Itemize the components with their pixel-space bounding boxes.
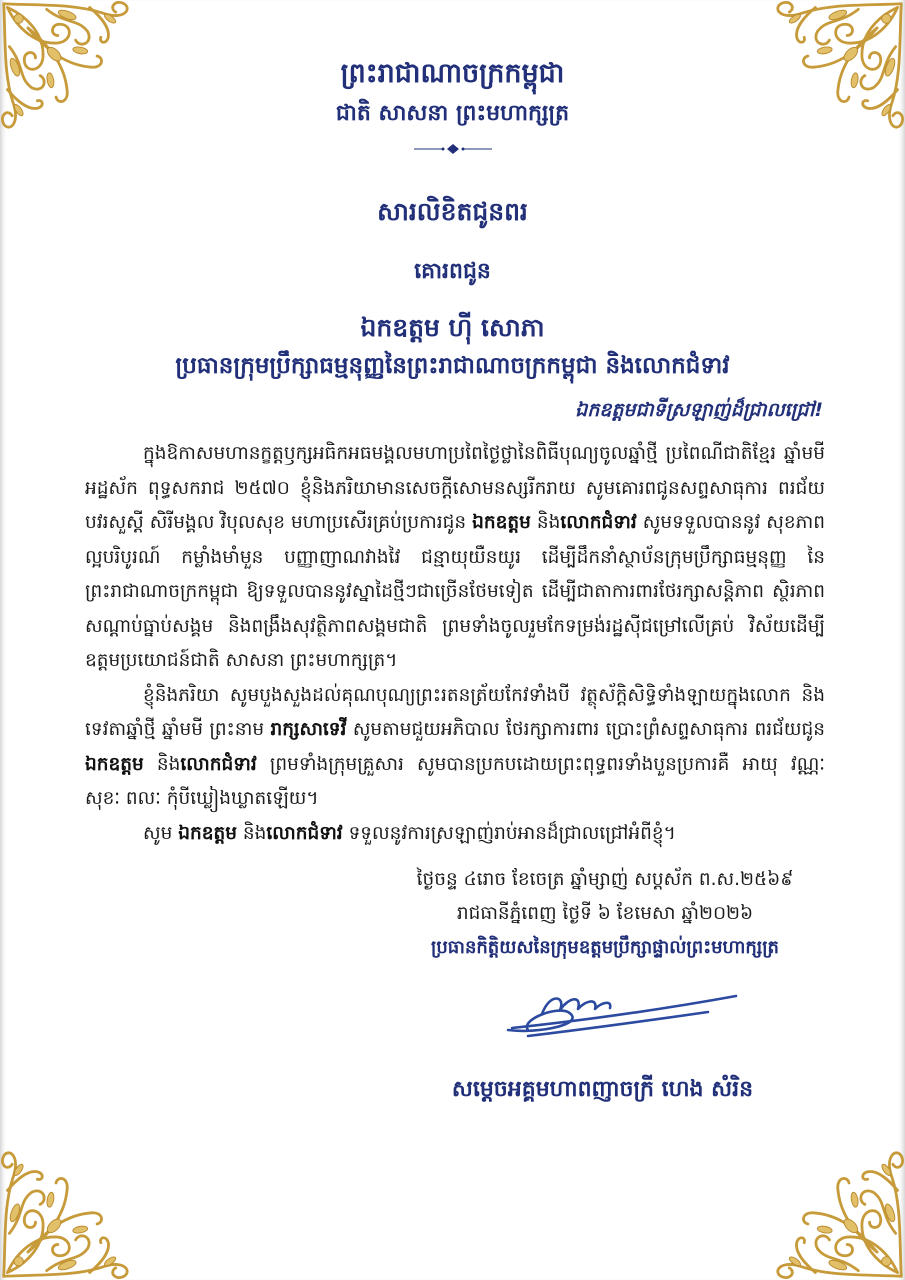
national-motto: ជាតិ សាសនា ព្រះមហាក្សត្រ xyxy=(335,101,570,126)
signer-name: សម្តេចអគ្គមហាពញាចក្រី ហេង សំរិន xyxy=(451,1077,754,1102)
emphasis-name: ឯកឧត្តម xyxy=(472,512,531,533)
date-lunar: ថ្ងៃចន្ទ ៤រោច ខែចេត្រ ឆ្នាំម្សាញ់ សប្តស័ក ព.ស.២៥៦៩ xyxy=(416,869,794,890)
paragraph-text: និង xyxy=(143,753,181,775)
paragraph-3 xyxy=(85,817,825,852)
emphasis-name: លោកជំទាវ xyxy=(560,512,637,533)
paragraph-text: និង xyxy=(236,822,267,844)
paragraph-text: សូមទទួលបាននូវ សុខភាពល្អបរិបូរណ៍ កម្លាំងមាំមួន បញ្ញាញាណវាងវៃ ជន្មាយុយឺនយូរ ដើម្បីដឹកនាំស្ថាប័នក្រុមប្រឹក្សាធម្មនុញ្ញ នៃព្រះរាជាណាចក្រកម្ពុជា ឱ្យទទួលបាននូវស្នាដៃថ្មីៗជាច្រើនថែមទៀត ដើម្បីជាតាការពារថែរក្សាសន្តិភាព ស្ថិរភាព សណ្តាប់ធ្នាប់សង្គម និងពង្រឹងសុវត្ថិភាពសង្គមជាតិ ព្រមទាំងចូលរួមកែទម្រង់រដ្ឋស៊ីជម្រៅលើគ្រប់ វិស័យដើម្បីឧត្តមប្រយោជន៍ជាតិ សាសនា ព្រះមហាក្សត្រ។ xyxy=(85,512,825,671)
letter-body xyxy=(85,437,825,857)
divider-ornament-icon xyxy=(412,143,494,155)
kingdom-heading: ព្រះរាជាណាចក្រកម្ពុជា xyxy=(340,58,565,89)
paragraph-text: សូម xyxy=(143,822,179,844)
paragraph-1 xyxy=(85,437,825,679)
respectfully-to: គោរពជូន xyxy=(414,259,491,284)
recipient-title: ប្រធានក្រុមប្រឹក្សាធម្មនុញ្ញនៃព្រះរាជាណាចក្រកម្ពុជា និងលោកជំទាវ xyxy=(175,353,730,379)
paragraph-text: ព្រមទាំងក្រុមគ្រួសារ សូមបានប្រកបដោយព្រះពុទ្ធពរទាំងបួនប្រការគឺ អាយុ វណ្ណៈ សុខៈ ពលៈ កុំបីឃ្លៀងឃ្លាតឡើយ។ xyxy=(85,753,825,809)
signature xyxy=(498,982,748,1042)
emphasis-name: ឯកឧត្តម xyxy=(85,753,144,775)
letter-title: សារលិខិតជូនពរ xyxy=(377,197,528,226)
paragraph-text: សូមតាមជួយអភិបាល ថែរក្សាការពារ ប្រោះព្រំសព្ទសាធុការ ពរជ័យជូន xyxy=(346,719,825,740)
paragraph-text: និង xyxy=(530,512,561,533)
corner-ornament-icon xyxy=(0,1140,140,1280)
recipient-name: ឯកឧត្តម ហ៊ី សោភា xyxy=(360,313,545,342)
emphasis-name: លោកជំទាវ xyxy=(266,822,343,844)
salutation: ឯកឧត្តមជាទីស្រឡាញ់ដ៏ជ្រាលជ្រៅ! xyxy=(575,399,823,421)
paragraph-text: ខ្ញុំនិងភរិយា សូមបួងសួងដល់គុណបុណ្យព្រះរតនត្រ័យកែវទាំងបី វត្ថុស័ក្តិសិទ្ធិទាំងឡាយក្នុងលោក និងទេវតាឆ្នាំថ្មី ឆ្នាំមមី ព្រះនាម xyxy=(85,684,825,740)
emphasis-name: លោកជំទាវ xyxy=(180,753,257,775)
emphasis-name: រាក្សសាទេវី xyxy=(270,719,347,740)
paragraph-text: ក្នុងឱកាសមហានក្ខត្តឫក្សអធិកអធមង្គលមហាប្រពៃថ្ងៃថ្លានៃពិធីបុណ្យចូលឆ្នាំថ្មី ប្រពៃណីជាតិខ្មែរ ឆ្នាំមមី អដ្ឋស័ក ពុទ្ធសករាជ ២៥៧០ ខ្ញុំនិងភរិយាមានសេចក្តីសោមនស្សរីករាយ សូមគោរពជូនសព្ទសាធុការ ពរជ័យ បវរសួស្តី សិរីមង្គល វិបុលសុខ មហាប្រសើរគ្រប់ប្រការជូន xyxy=(85,443,825,533)
date-place: រាជធានីភ្នំពេញ ថ្ងៃទី ៦ ខែមេសា ឆ្នាំ២០២៦ xyxy=(456,903,754,924)
corner-ornament-icon xyxy=(765,1140,905,1280)
paragraph-text: ទទួលនូវការស្រឡាញ់រាប់អានដ៏ជ្រាលជ្រៅអំពីខ្ញុំ។ xyxy=(342,822,676,844)
paragraph-2 xyxy=(85,679,825,817)
emphasis-name: ឯកឧត្តម xyxy=(178,822,237,844)
signer-title: ប្រធានកិត្តិយសនៃក្រុមឧត្តមប្រឹក្សាផ្ទាល់ព្រះមហាក្សត្រ xyxy=(431,937,779,958)
